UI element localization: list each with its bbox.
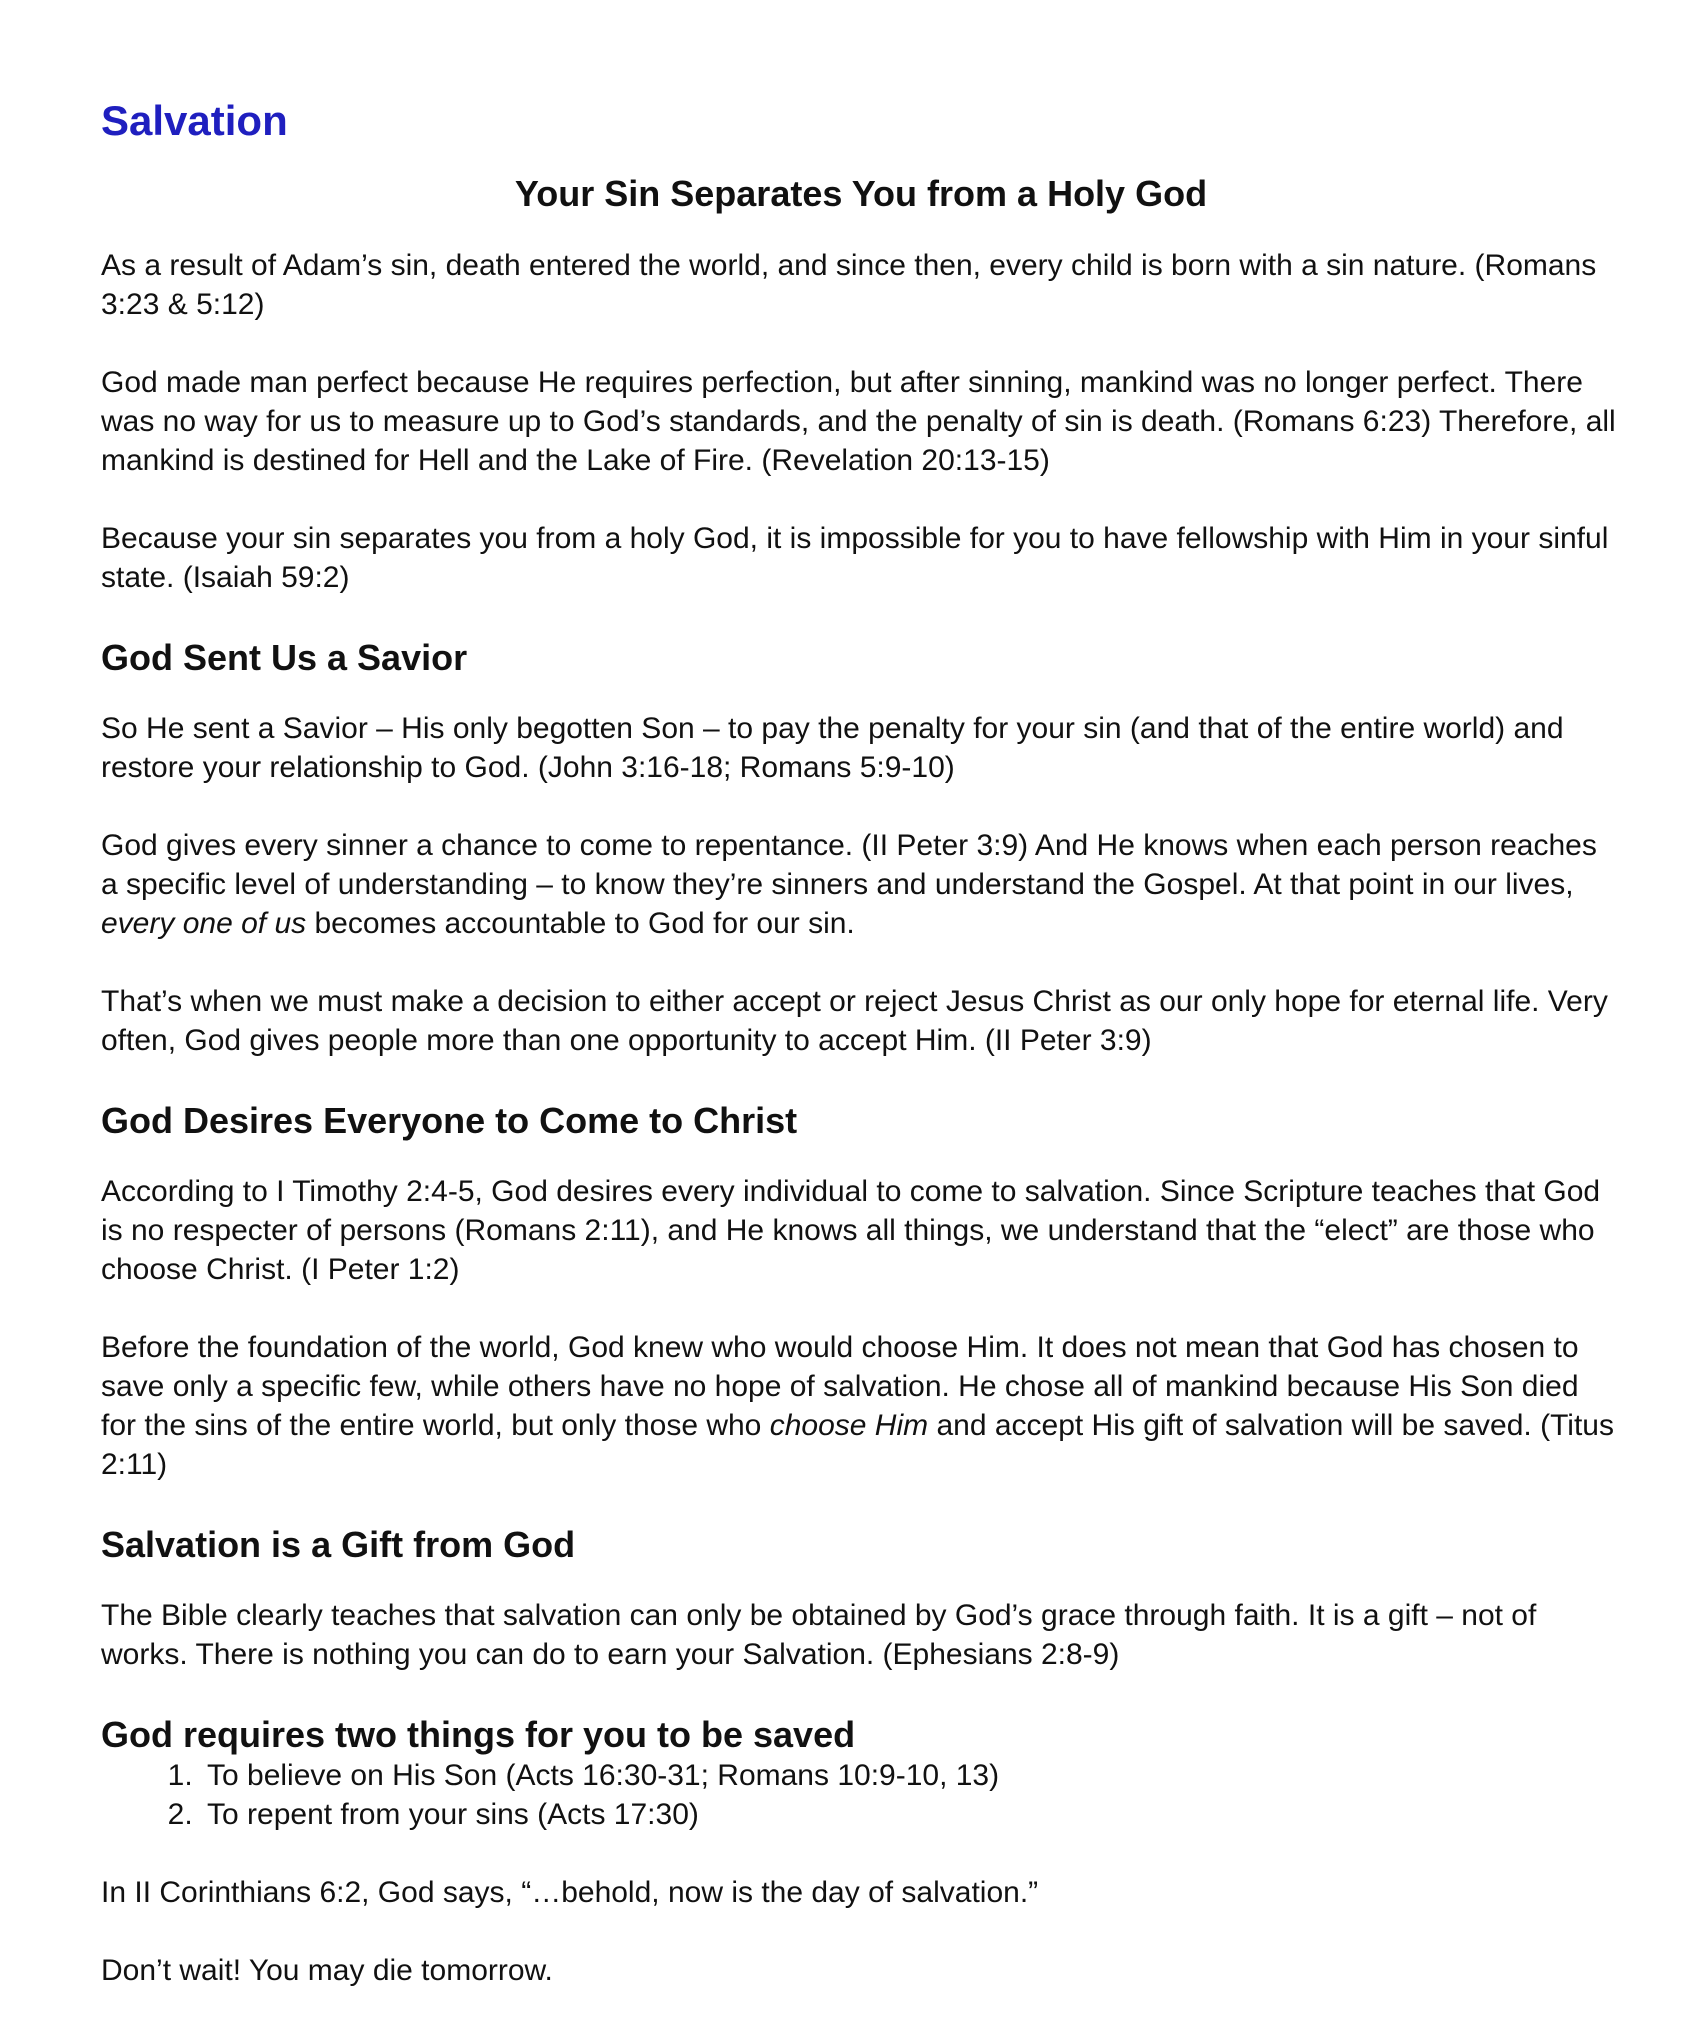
requirement-item: 1. To believe on His Son (Acts 16:30-31; Romans 10:9-10, 13) [201, 1756, 1621, 1795]
intro-paragraph-3: Because your sin separates you from a holy God, it is impossible for you to have fellowship with Him in your sinful state. (Isaiah 59:2) [101, 521, 1609, 594]
document-page [101, 96, 1621, 2029]
desires-paragraph-2-text-a: Before the foundation of the world, God knew who would choose Him. It does not mean that God has chosen to save only a specific few, while others have no hope of salvation. He chose all of mankind because His Son died for the sins of the entire world, but only those who [101, 1330, 1579, 1442]
gift-paragraph-1: The Bible clearly teaches that salvation can only be obtained by God’s grace through faith. It is a gift – not of works. There is nothing you can do to earn your Salvation. (Ephesians 2:8-9) [101, 1599, 1537, 1672]
desires-paragraph-2 [101, 1328, 1621, 1484]
savior-paragraph-2 [101, 826, 1621, 943]
intro-paragraph-1: As a result of Adam’s sin, death entered the world, and since then, every child is born with a sin nature. (Romans 3:23 & 5:12) [101, 248, 1597, 321]
closing-paragraph-2: Don’t wait! You may die tomorrow. [101, 1954, 553, 1988]
main-heading: Your Sin Separates You from a Holy God [514, 173, 1208, 215]
desires-paragraph-2-emphasis: choose Him [769, 1408, 929, 1442]
desires-paragraph-1: According to I Timothy 2:4-5, God desires every individual to come to salvation. Since Scripture teaches that God is no respecter of persons (Romans 2:11), and He knows all things, we understand that the “elect” are those who choose Christ. (I Peter 1:2) [101, 1174, 1601, 1286]
savior-paragraph-2-emphasis: every one of us [101, 906, 307, 940]
savior-paragraph-2-text-b: becomes accountable to God for our sin. [306, 906, 855, 940]
savior-paragraph-3: That’s when we must make a decision to either accept or reject Jesus Christ as our only hope for eternal life. Very often, God gives people more than one opportunity to accept Him. (II Peter 3:9) [101, 984, 1608, 1057]
savior-paragraph-2-text-a: God gives every sinner a chance to come to repentance. (II Peter 3:9) And He knows when each person reaches a specific level of understanding – to know they’re sinners and understand the Gospel. At that point in our lives, [101, 828, 1597, 901]
document-title: Salvation [101, 97, 288, 144]
section-heading-requires: God requires two things for you to be saved [101, 1714, 856, 1756]
requirements-list [101, 1756, 1621, 1834]
intro-paragraph-2: God made man perfect because He requires perfection, but after sinning, mankind was no longer perfect. There was no way for us to measure up to God’s standards, and the penalty of sin is death. (Romans 6:23) Therefore, all mankind is destined for Hell and the Lake of Fire. (Revelation 20:13-15) [101, 365, 1616, 477]
closing-paragraph-1: In II Corinthians 6:2, God says, “…behold, now is the day of salvation.” [101, 1876, 1039, 1910]
section-heading-desires: God Desires Everyone to Come to Christ [101, 1099, 798, 1141]
savior-paragraph-1: So He sent a Savior – His only begotten Son – to pay the penalty for your sin (and that of the entire world) and restore your relationship to God. (John 3:16-18; Romans 5:9-10) [101, 711, 1564, 784]
requirement-item: 2. To repent from your sins (Acts 17:30) [201, 1795, 1621, 1834]
section-heading-savior: God Sent Us a Savior [101, 636, 468, 678]
desires-paragraph-2-text-b: and accept His gift of salvation will be saved. (Titus 2:11) [101, 1408, 1614, 1481]
section-heading-gift: Salvation is a Gift from God [101, 1523, 576, 1565]
